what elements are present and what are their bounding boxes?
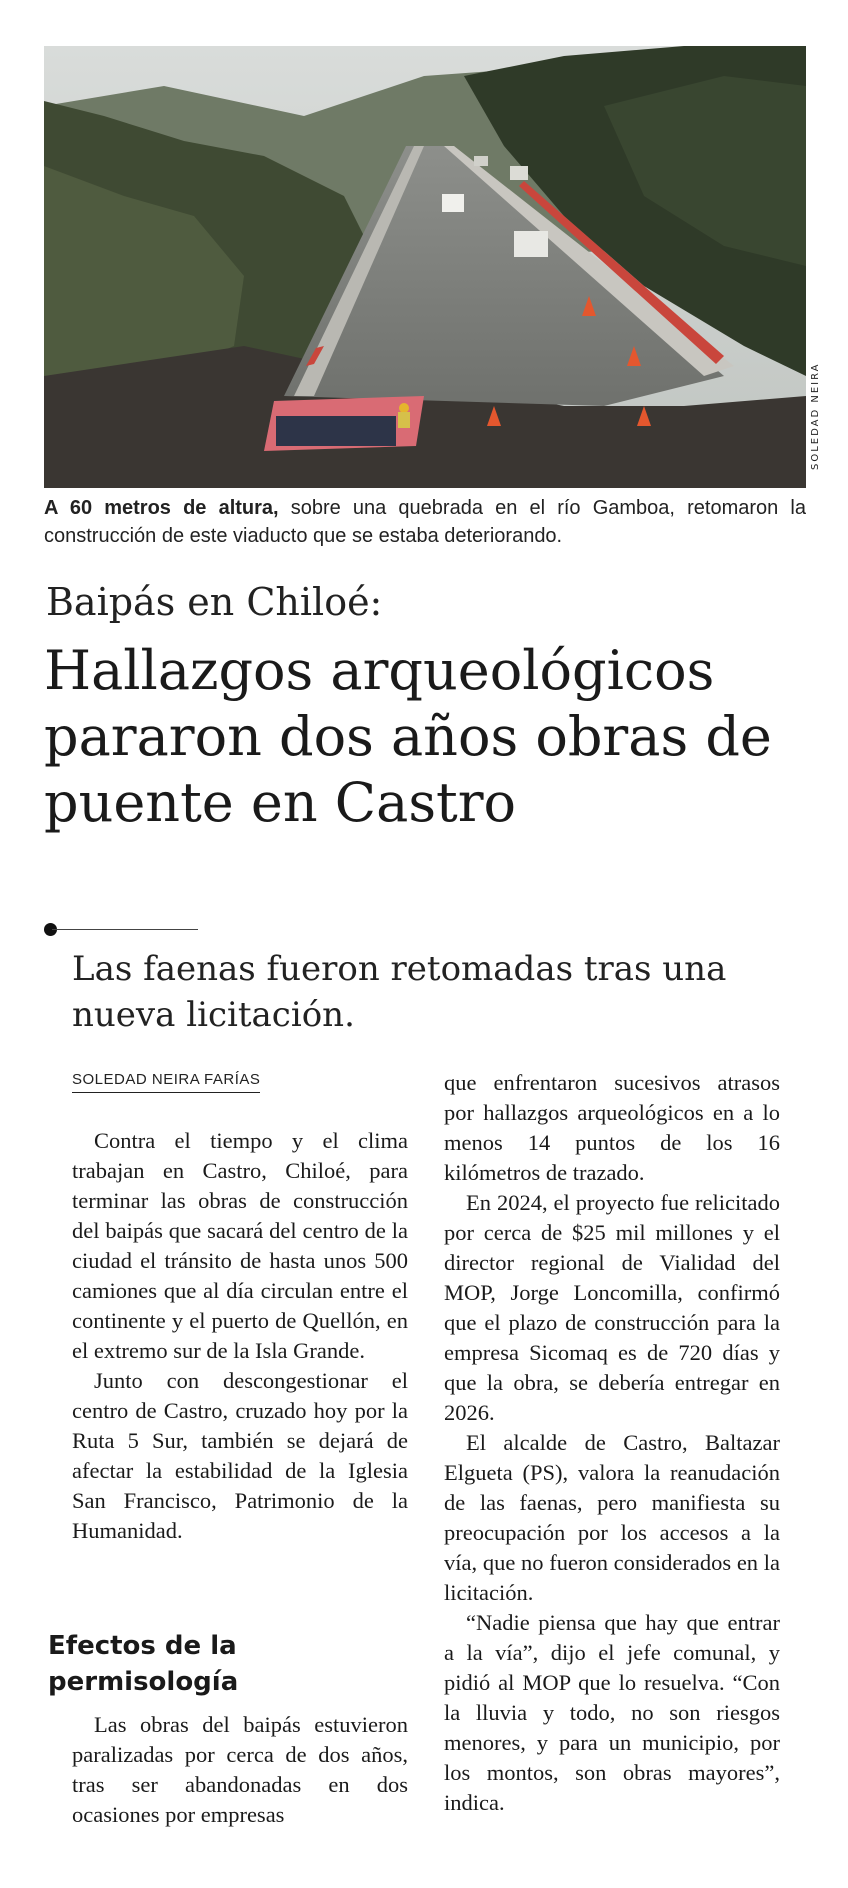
paragraph: Junto con descongestionar el centro de Castro, cruzado hoy por la Ruta 5 Sur, también se dejará de afectar la estabilidad de la Iglesia San Francisco, Patrimonio de la Humanidad. bbox=[72, 1368, 408, 1543]
byline: SOLEDAD NEIRA FARÍAS bbox=[72, 1071, 260, 1093]
column-1 bbox=[72, 1126, 408, 1546]
subheadline: Las faenas fueron retomadas tras una nueva licitación. bbox=[72, 949, 727, 1035]
section-title: Efectos de la permisología bbox=[48, 1631, 239, 1697]
caption-text: sobre una quebrada en el río Gamboa, retomaron la construcción de este viaducto que se estaba deteriorando. bbox=[44, 497, 806, 547]
photo-caption bbox=[44, 494, 806, 550]
photo-credit: SOLEDAD NEIRA bbox=[810, 362, 821, 470]
paragraph: Contra el tiempo y el clima trabajan en Castro, Chiloé, para terminar las obras de construcción del baipás que sacará del centro de la ciudad el tránsito de hasta unos 500 camiones que al día circulan entre el continente y el puerto de Quellón, en el extremo sur de la Isla Grande. bbox=[72, 1128, 408, 1363]
viaduct-photo-illustration bbox=[44, 46, 806, 488]
headline: Hallazgos arqueológicos pararon dos años obras de puente en Castro bbox=[44, 639, 772, 834]
paragraph: “Nadie piensa que hay que entrar a la vía”, dijo el jefe comunal, y pidió al MOP que lo resuelva. “Con la lluvia y todo, no son riesgos menores, y para un municipio, por los montos, son obras mayores”, indica. bbox=[444, 1610, 780, 1815]
column-1-continued bbox=[72, 1710, 408, 1830]
paragraph: En 2024, el proyecto fue relicitado por cerca de $25 mil millones y el director regional de Vialidad del MOP, Jorge Loncomilla, confirmó que el plazo de construcción para la empresa Sicomaq es de 720 días y que la obra, se debería entregar en 2026. bbox=[444, 1190, 780, 1425]
paragraph: que enfrentaron sucesivos atrasos por hallazgos arqueológicos en a lo menos 14 puntos de los 16 kilómetros de trazado. bbox=[444, 1070, 780, 1185]
divider-line bbox=[52, 929, 198, 930]
column-2 bbox=[444, 1068, 780, 1818]
caption-bold: A 60 metros de altura, bbox=[44, 497, 279, 519]
article-photo bbox=[44, 46, 806, 488]
paragraph: El alcalde de Castro, Baltazar Elgueta (PS), valora la reanudación de las faenas, pero manifiesta su preocupación por los accesos a la vía, que no fueron considerados en la licitación. bbox=[444, 1430, 780, 1605]
paragraph: Las obras del baipás estuvieron paralizadas por cerca de dos años, tras ser abandonadas en dos ocasiones por empresas bbox=[72, 1712, 408, 1827]
kicker: Baipás en Chiloé: bbox=[46, 580, 383, 624]
